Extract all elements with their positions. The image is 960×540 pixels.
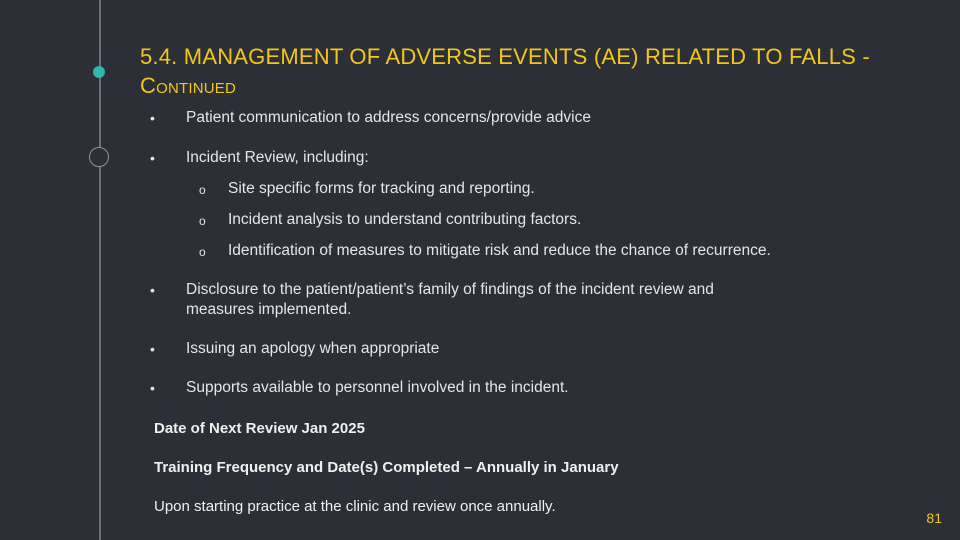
page-number: 81 — [926, 510, 942, 526]
title-line-2: Continued — [140, 73, 237, 98]
bullet-list — [150, 108, 830, 398]
bullet-item: • Patient communication to address concerns/provide advice — [150, 108, 830, 128]
slide-title — [140, 42, 920, 100]
title-line-1: 5.4. MANAGEMENT OF ADVERSE EVENTS (AE) RELATED TO FALLS - — [140, 44, 870, 69]
bullet-item: • Incident Review, including: — [150, 148, 830, 168]
sub-bullet-item: o Identification of measures to mitigate risk and reduce the chance of recurrence. — [150, 241, 830, 261]
review-date: Date of Next Review Jan 2025 — [154, 420, 365, 437]
bullet-item: • Issuing an apology when appropriate — [150, 339, 830, 359]
sub-bullet-item: o Site specific forms for tracking and reporting. — [150, 179, 830, 199]
sub-bullet-item: o Incident analysis to understand contributing factors. — [150, 210, 830, 230]
timeline-line — [99, 0, 101, 540]
training-frequency: Training Frequency and Date(s) Completed – Annually in January — [154, 459, 619, 476]
timeline-dot-open — [89, 147, 109, 167]
timeline-dot-filled — [93, 66, 105, 78]
bullet-item: • Supports available to personnel involved in the incident. — [150, 378, 830, 398]
bullet-item: • Disclosure to the patient/patient’s family of findings of the incident review and measures implemented. — [150, 280, 786, 320]
practice-note: Upon starting practice at the clinic and review once annually. — [154, 498, 556, 515]
